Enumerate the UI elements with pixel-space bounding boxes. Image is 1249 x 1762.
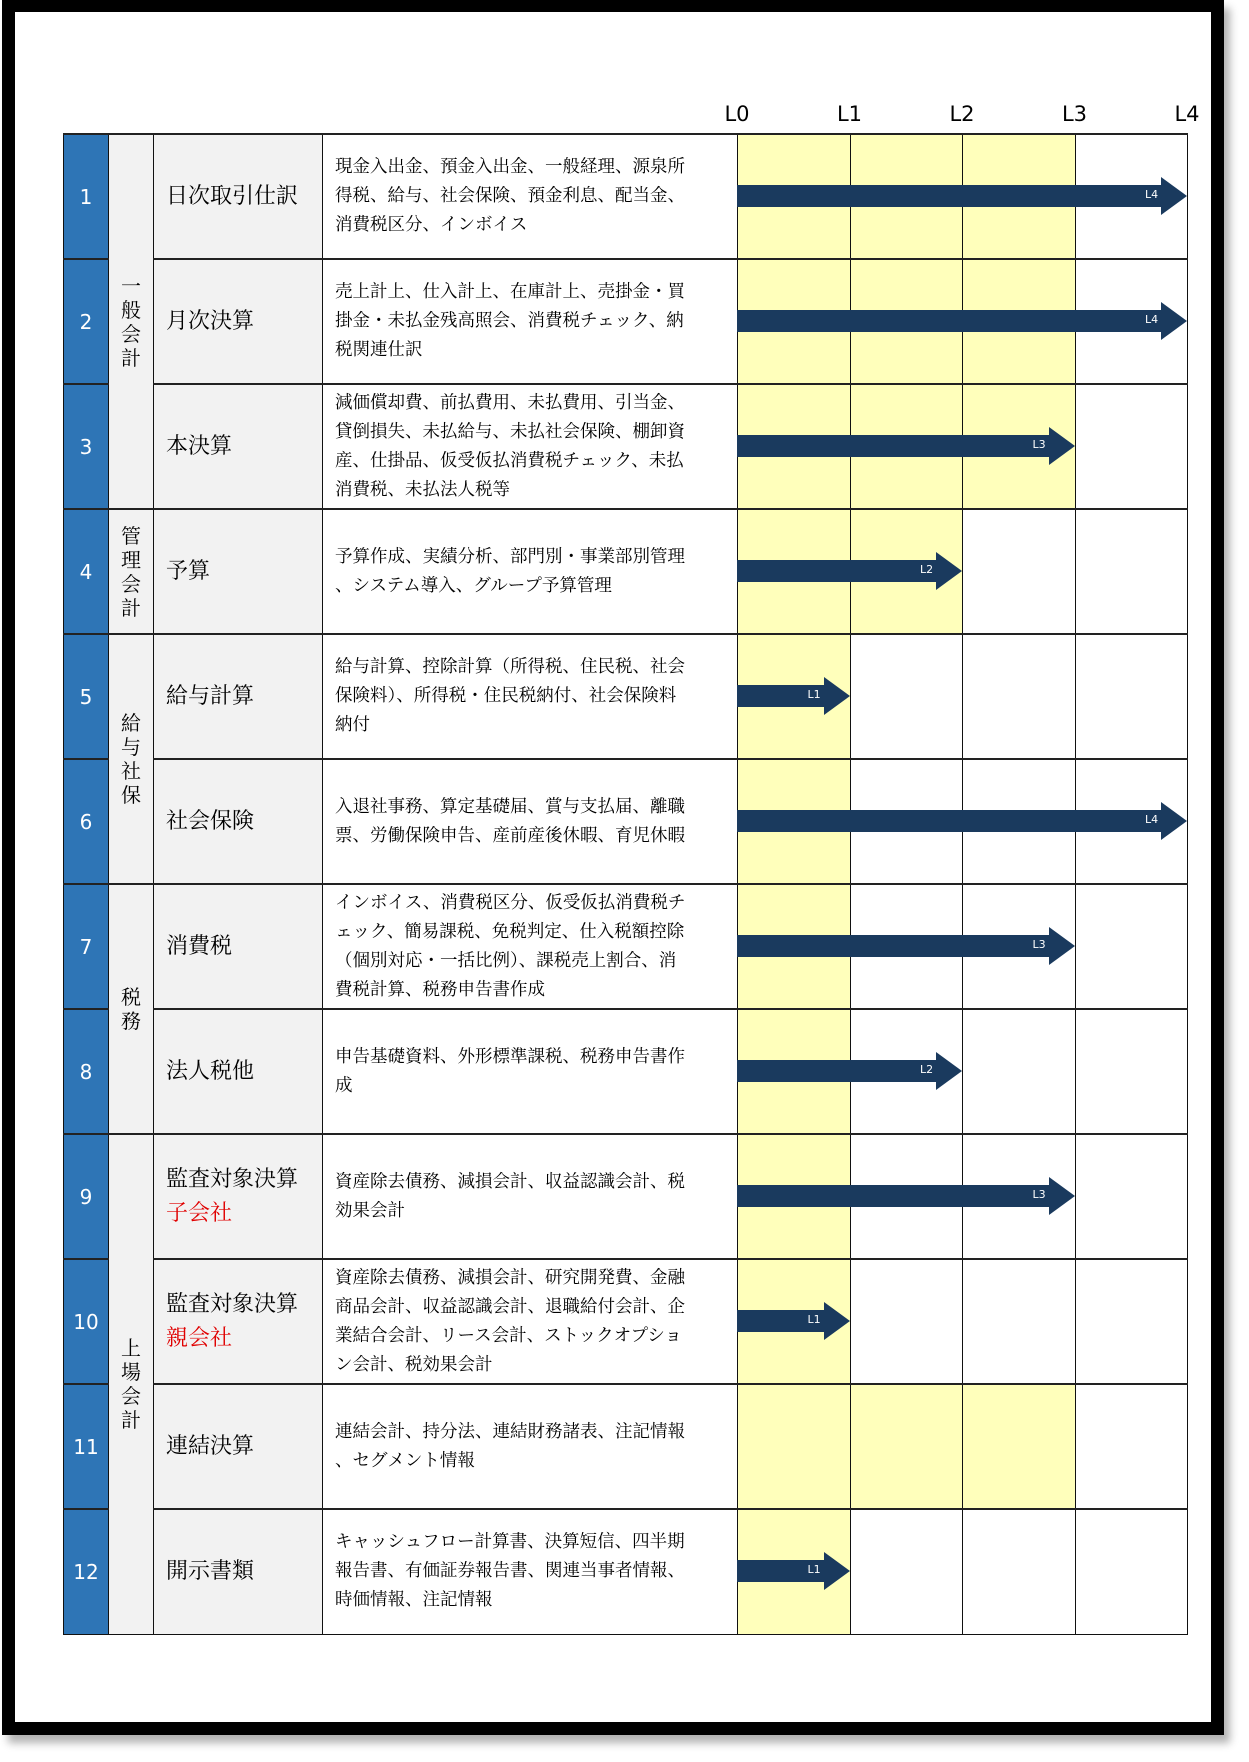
task-name: 消費税: [166, 933, 233, 959]
task-subname: 子会社: [166, 1200, 233, 1226]
task-description: [323, 1384, 738, 1509]
level-arrow: [737, 677, 850, 715]
description-line: 保険料）、所得税・住民税納付、社会保険料: [335, 686, 677, 706]
arrow-head-icon: [824, 677, 850, 715]
level-arrow: [737, 177, 1187, 215]
task-name-cell: [154, 884, 323, 1009]
row-number: 5: [64, 634, 109, 759]
task-description: [323, 1009, 738, 1134]
description-line: 、システム導入、グループ予算管理: [335, 575, 612, 596]
level-arrow: [737, 1052, 962, 1090]
category-cell: [109, 134, 154, 509]
category-label: 一般会計: [121, 273, 141, 370]
task-description: [323, 1509, 738, 1634]
description-line: 消費税、未払法人税等: [335, 479, 510, 500]
level-cell: [1075, 634, 1188, 759]
task-description: [323, 134, 738, 259]
level-cell: [963, 509, 1076, 634]
arrow-head-icon: [824, 1302, 850, 1340]
level-label-l1: L1: [836, 102, 863, 126]
arrow-head-icon: [824, 1552, 850, 1590]
level-cell: [963, 1384, 1076, 1509]
task-description: [323, 759, 738, 884]
task-name-cell: [154, 509, 323, 634]
description-line: 掛金・未払金残高照会、消費税チェック、納: [335, 311, 684, 331]
description-line: 資産除去債務、減損会計、収益認識会計、税: [335, 1171, 685, 1192]
task-name: 社会保険: [166, 808, 255, 834]
category-cell: [109, 1134, 154, 1634]
description-line: インボイス、消費税区分、仮受仮払消費税チ: [335, 892, 686, 913]
arrow-body: [737, 435, 1051, 457]
level-label-l0: L0: [724, 102, 750, 126]
arrow-body: [737, 1185, 1051, 1207]
description-line: 申告基礎資料、外形標準課税、税務申告書作: [335, 1046, 685, 1067]
level-cell: [1075, 1259, 1188, 1384]
arrow-level-label: L4: [1145, 812, 1159, 826]
description-line: 資産除去債務、減損会計、研究開発費、金融: [335, 1267, 685, 1288]
level-arrow: [737, 552, 962, 590]
arrow-head-icon: [936, 1052, 962, 1090]
arrow-head-icon: [1161, 802, 1187, 840]
level-cell: [963, 1509, 1076, 1634]
row-number: 7: [64, 884, 109, 1009]
row-number: 12: [64, 1509, 109, 1634]
level-cell: [1075, 1384, 1188, 1509]
level-arrow: [737, 1552, 850, 1590]
arrow-head-icon: [1049, 927, 1075, 965]
description-line: 消費税区分、インボイス: [335, 215, 528, 235]
level-arrow: [737, 802, 1187, 840]
task-name-cell: [154, 134, 323, 259]
row-number: 4: [64, 509, 109, 634]
description-line: 入退社事務、算定基礎届、賞与支払届、離職: [335, 796, 685, 817]
table-row: [64, 1009, 1188, 1134]
arrow-head-icon: [1161, 302, 1187, 340]
task-name: 開示書類: [166, 1558, 255, 1584]
row-number: 1: [64, 134, 109, 259]
description-line: ン会計、税効果会計: [335, 1354, 493, 1375]
arrow-head-icon: [1161, 177, 1187, 215]
description-line: 成: [335, 1075, 353, 1096]
description-line: 売上計上、仕入計上、在庫計上、売掛金・買: [335, 282, 685, 302]
task-name-cell: [154, 1384, 323, 1509]
task-name: 給与計算: [166, 683, 255, 709]
table-row: [64, 634, 1188, 759]
description-line: 得税、給与、社会保険、預金利息、配当金、: [335, 186, 685, 206]
level-arrow: [737, 927, 1075, 965]
arrow-level-label: L1: [807, 1312, 821, 1326]
arrow-level-label: L3: [1032, 937, 1046, 951]
level-label-l3: L3: [1061, 102, 1088, 126]
description-line: 税関連仕訳: [335, 340, 423, 360]
description-line: 納付: [335, 715, 370, 735]
arrow-body: [737, 310, 1163, 332]
arrow-level-label: L2: [920, 1062, 934, 1076]
arrow-body: [737, 185, 1163, 207]
arrow-body: [737, 560, 938, 582]
skill-level-table: [63, 133, 1188, 1635]
category-cell: [109, 509, 154, 634]
task-description: [323, 259, 738, 384]
description-line: 時価情報、注記情報: [335, 1590, 493, 1611]
arrow-level-label: L1: [807, 1562, 821, 1576]
task-description: [323, 509, 738, 634]
description-line: 貸倒損失、未払給与、未払社会保険、棚卸資: [335, 421, 685, 442]
task-name-cell: [154, 384, 323, 509]
task-description: [323, 634, 738, 759]
description-line: 現金入出金、預金入出金、一般経理、源泉所: [335, 157, 685, 177]
level-label-l4: L4: [1174, 102, 1200, 126]
category-label: 管理会計: [121, 523, 141, 620]
table-row: [64, 509, 1188, 634]
level-arrow: [737, 302, 1187, 340]
arrow-level-label: L3: [1032, 1187, 1046, 1201]
level-cell: [850, 1509, 963, 1634]
description-line: 効果会計: [335, 1200, 405, 1221]
task-name-cell: [154, 1134, 323, 1259]
level-cell: [850, 1384, 963, 1509]
arrow-level-label: L2: [920, 562, 934, 576]
level-cell: [1075, 1134, 1188, 1259]
arrow-head-icon: [1049, 1177, 1075, 1215]
description-line: 、セグメント情報: [335, 1450, 475, 1471]
task-name: 連結決算: [166, 1433, 255, 1459]
description-line: 予算作成、実績分析、部門別・事業部別管理: [335, 546, 685, 567]
level-cell: [1075, 384, 1188, 509]
arrow-level-label: L1: [807, 687, 821, 701]
category-label: 上場会計: [121, 1336, 141, 1433]
arrow-head-icon: [936, 552, 962, 590]
description-line: 給与計算、控除計算（所得税、住民税、社会: [335, 657, 685, 677]
category-cell: [109, 884, 154, 1134]
description-line: 業結合会計、リース会計、ストックオプショ: [335, 1325, 683, 1346]
arrow-body: [737, 1060, 938, 1082]
description-line: 費税計算、税務申告書作成: [335, 979, 545, 1000]
task-name-cell: [154, 1259, 323, 1384]
task-description: [323, 1259, 738, 1384]
description-line: 産、仕掛品、仮受仮払消費税チェック、未払: [335, 450, 684, 471]
level-cell: [1075, 1509, 1188, 1634]
level-cell: [1075, 884, 1188, 1009]
description-line: （個別対応・一括比例）、課税売上割合、消: [335, 950, 677, 971]
task-name: 月次決算: [166, 308, 255, 334]
arrow-level-label: L4: [1145, 312, 1159, 326]
level-cell: [963, 1259, 1076, 1384]
level-cell: [850, 634, 963, 759]
description-line: キャッシュフロー計算書、決算短信、四半期: [335, 1532, 685, 1553]
description-line: 商品会計、収益認識会計、退職給付会計、企: [335, 1296, 685, 1317]
level-label-l2: L2: [949, 102, 975, 126]
task-description: [323, 1134, 738, 1259]
row-number: 11: [64, 1384, 109, 1509]
level-cell: [963, 634, 1076, 759]
row-number: 3: [64, 384, 109, 509]
task-name-cell: [154, 759, 323, 884]
level-arrow: [737, 1177, 1075, 1215]
table-row: [64, 1509, 1188, 1634]
task-description: [323, 384, 738, 509]
level-cell: [850, 1259, 963, 1384]
category-label: 税務: [121, 985, 141, 1033]
task-name: 監査対象決算: [166, 1291, 299, 1317]
level-cell: [1075, 509, 1188, 634]
task-name-cell: [154, 259, 323, 384]
level-cell: [963, 1009, 1076, 1134]
arrow-body: [737, 935, 1051, 957]
table-row: [64, 1384, 1188, 1509]
category-cell: [109, 634, 154, 884]
task-name: 監査対象決算: [166, 1166, 299, 1192]
level-cell: [1075, 1009, 1188, 1134]
task-name: 法人税他: [166, 1058, 255, 1084]
row-number: 9: [64, 1134, 109, 1259]
task-name: 予算: [166, 558, 211, 584]
task-subname: 親会社: [166, 1325, 233, 1351]
arrow-level-label: L4: [1145, 187, 1159, 201]
task-name: 日次取引仕訳: [166, 183, 299, 209]
description-line: ェック、簡易課税、免税判定、仕入税額控除: [335, 921, 685, 942]
task-description: [323, 884, 738, 1009]
level-arrow: [737, 427, 1075, 465]
row-number: 2: [64, 259, 109, 384]
arrow-level-label: L3: [1032, 437, 1046, 451]
arrow-body: [737, 810, 1163, 832]
row-number: 6: [64, 759, 109, 884]
category-label: 給与社保: [121, 711, 141, 807]
level-cell: [738, 1384, 851, 1509]
description-line: 減価償却費、前払費用、未払費用、引当金、: [335, 392, 685, 413]
description-line: 票、労働保険申告、産前産後休暇、育児休暇: [335, 825, 685, 846]
row-number: 8: [64, 1009, 109, 1134]
arrow-head-icon: [1049, 427, 1075, 465]
description-line: 連結会計、持分法、連結財務諸表、注記情報: [335, 1421, 685, 1442]
task-name-cell: [154, 1009, 323, 1134]
task-name-cell: [154, 634, 323, 759]
description-line: 報告書、有価証券報告書、関連当事者情報、: [335, 1561, 685, 1582]
task-name: 本決算: [166, 433, 233, 459]
row-number: 10: [64, 1259, 109, 1384]
level-arrow: [737, 1302, 850, 1340]
task-name-cell: [154, 1509, 323, 1634]
table-row: [64, 1259, 1188, 1384]
